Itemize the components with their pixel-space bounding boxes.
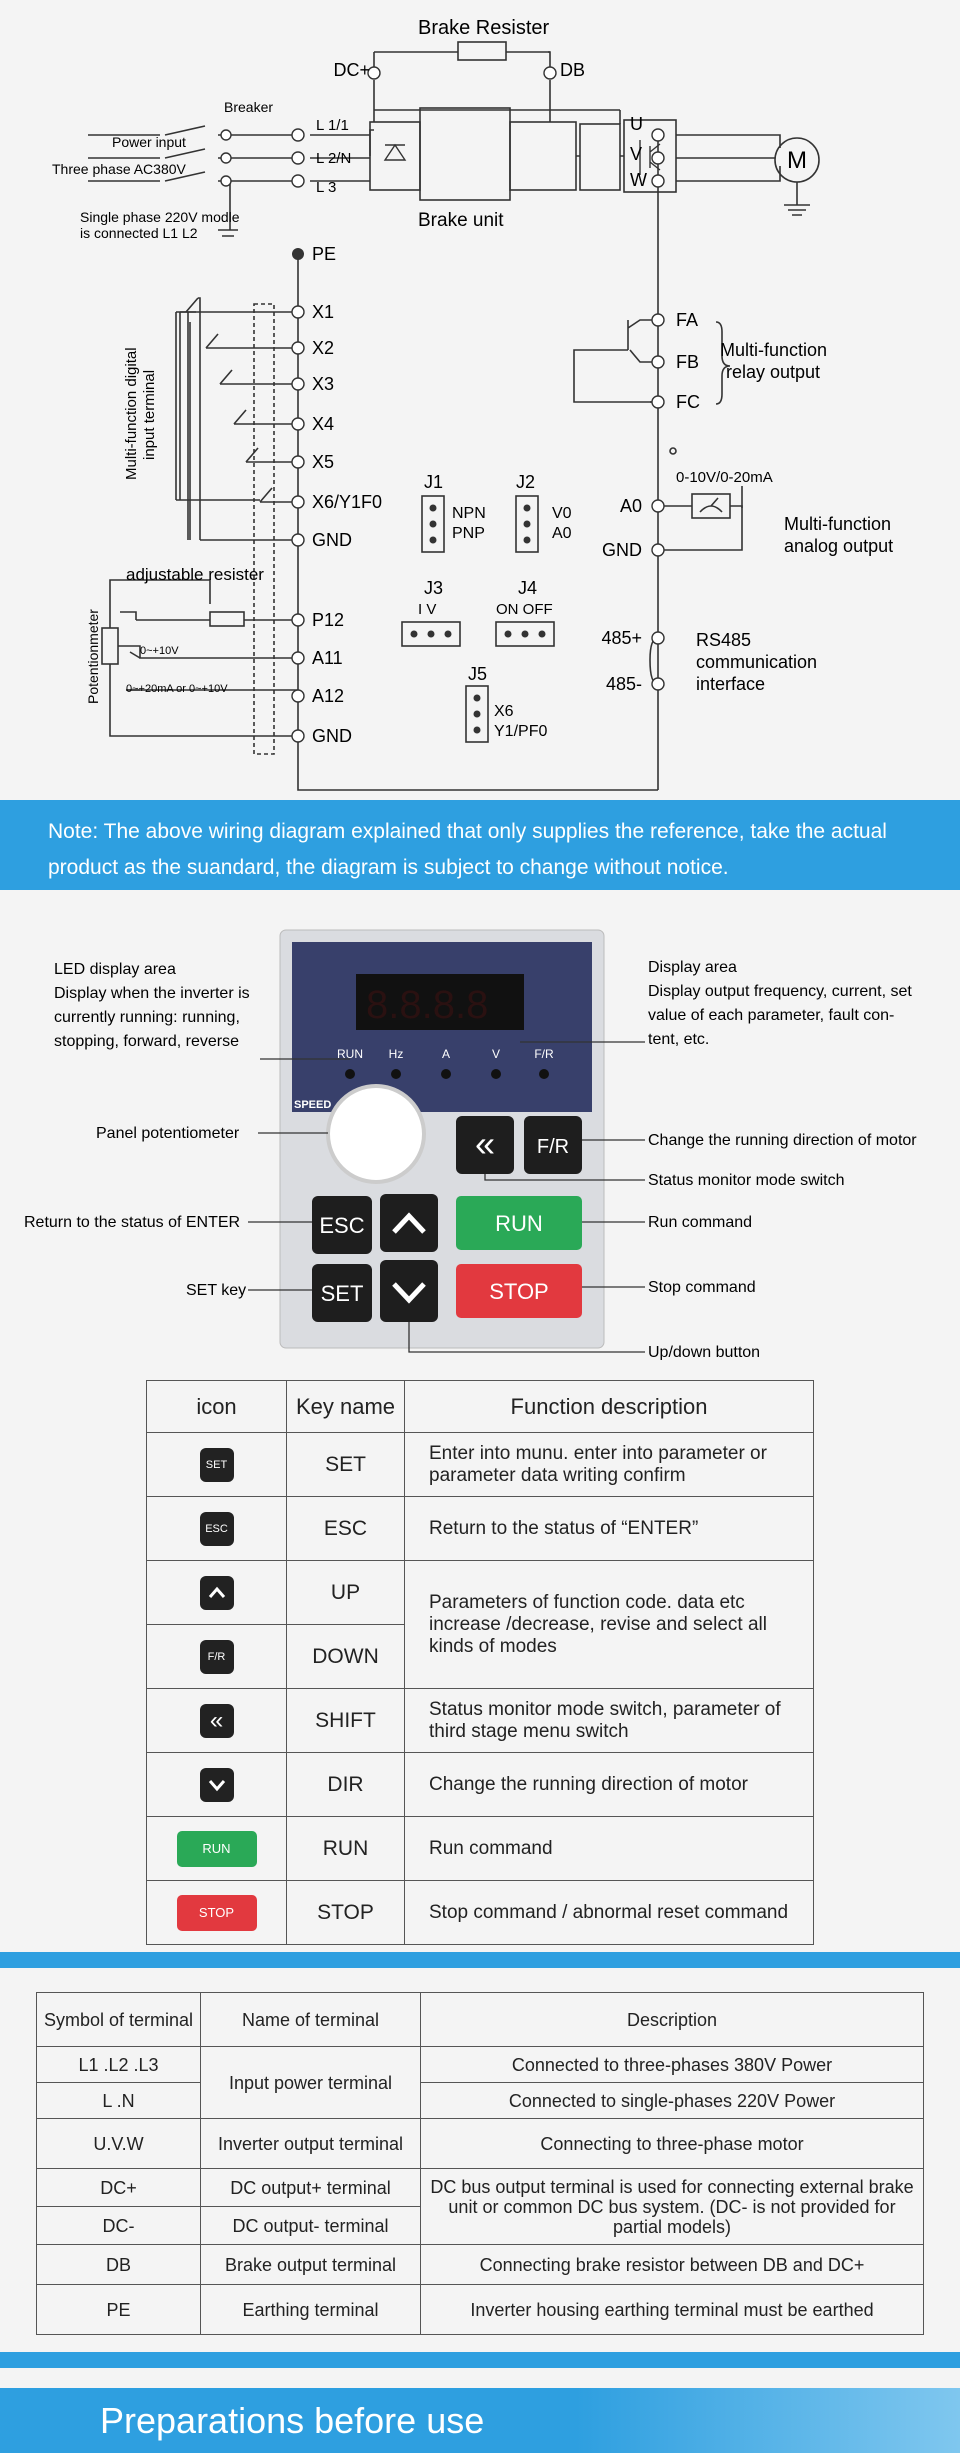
key-name: STOP [287,1881,405,1945]
terminal-table [36,1992,924,2335]
terminal-u: U [630,114,643,134]
svg-text:«: « [474,1123,496,1164]
esc-key-icon: ESC [200,1512,234,1546]
label-mfdi-2: input terminal [141,369,158,460]
label-display-desc-1: Display output frequency, current, set [648,983,912,1000]
terminal-v: V [630,144,643,164]
label-updown: Up/down button [648,1344,761,1360]
terminal-l2: L 2/N [316,150,352,167]
jumper-j2: J2 [516,472,536,492]
terminal-x4: X4 [312,414,335,434]
key-desc: Parameters of function code. data etc increase /decrease, revise and select all kinds of modes [405,1561,814,1689]
esc-key[interactable] [312,1196,372,1254]
table-header [147,1381,814,1433]
terminal-x5: X5 [312,452,335,472]
terminal-name: Brake output terminal [201,2245,421,2285]
svg-text:SET: SET [320,1281,364,1306]
table-row [147,1689,814,1753]
stop-key[interactable] [456,1264,582,1318]
terminal-485m: 485- [605,674,642,694]
terminal-p12: P12 [312,610,345,630]
label-led-desc-1: Display when the inverter is [54,985,250,1002]
label-three-phase: Three phase AC380V [52,161,186,177]
key-desc: Stop command / abnormal reset command [405,1881,814,1945]
table-row [37,2047,924,2083]
label-speed: SPEED [294,1099,332,1111]
label-rs485-1: RS485 [696,630,752,650]
terminal-fb: FB [676,352,700,372]
label-relay-2: relay output [726,362,821,382]
label-a0: A0 [552,525,572,542]
label-adj-res: adjustable resister [126,565,264,584]
set-key[interactable] [312,1264,372,1322]
stop-key-icon: STOP [177,1895,257,1931]
table-row [37,2285,924,2335]
label-brake-unit: Brake unit [418,210,504,231]
label-npn: NPN [452,505,486,522]
terminal-gnd: GND [312,530,352,550]
table-row [147,1817,814,1881]
terminal-fa: FA [676,310,699,330]
terminal-fc: FC [676,392,700,412]
terminal-a0: A0 [619,496,642,516]
label-relay-1: Multi-function [720,340,828,360]
label-stop: Stop command [648,1279,756,1296]
label-breaker: Breaker [224,99,274,115]
svg-text:STOP: STOP [489,1279,549,1304]
terminal-name: Input power terminal [201,2047,421,2119]
terminal-l3: L 3 [316,179,337,196]
terminal-symbol: DC- [37,2207,201,2245]
key-desc: Return to the status of “ENTER” [405,1497,814,1561]
terminal-symbol: PE [37,2285,201,2335]
header-description: Description [421,1993,924,2047]
wiring-diagram [0,0,960,800]
header-symbol: Symbol of terminal [37,1993,201,2047]
key-name: UP [287,1561,405,1625]
terminal-desc: Connecting brake resistor between DB and DC+ [421,2245,924,2285]
header-icon: icon [147,1381,287,1433]
label-analog-1: Multi-function [784,514,892,534]
terminal-x3: X3 [312,374,335,394]
terminal-gnd-3: GND [602,540,642,560]
label-pnp: PNP [452,525,485,542]
label-display-desc-3: tent, etc. [648,1031,710,1048]
key-desc: Change the running direction of motor [405,1753,814,1817]
terminal-symbol: DB [37,2245,201,2285]
down-arrow-icon [200,1768,234,1802]
key-name: SHIFT [287,1689,405,1753]
table-row [147,1881,814,1945]
label-potentiometer: Potentionmeter [85,609,101,704]
label-y1pf0: Y1/PF0 [494,723,548,740]
shift-key[interactable] [456,1116,514,1174]
label-range-ma: 0~+20mA or 0~+10V [126,683,228,695]
indicator-v: V [491,1047,501,1061]
label-analog-2: analog output [784,536,894,556]
header-key-name: Key name [287,1381,405,1433]
terminal-name: Earthing terminal [201,2285,421,2335]
label-power-input: Power input [112,134,186,150]
terminal-x6: X6/Y1F0 [312,492,383,512]
label-onoff: ON OFF [496,601,553,618]
label-potentiometer-panel: Panel potentiometer [96,1125,240,1142]
terminal-w: W [630,170,647,190]
terminal-x2: X2 [312,338,335,358]
table-row [147,1753,814,1817]
down-key[interactable] [380,1260,438,1322]
terminal-symbol: U.V.W [37,2119,201,2169]
keys-table [146,1380,814,1945]
label-esc: Return to the status of ENTER [24,1214,241,1231]
header-name: Name of terminal [201,1993,421,2047]
footer-banner [0,2388,960,2453]
table-row [37,2119,924,2169]
key-name: ESC [287,1497,405,1561]
jumper-j3: J3 [424,578,444,598]
terminal-x1: X1 [312,302,335,322]
label-display-desc-2: value of each parameter, fault con- [648,1007,895,1024]
label-v0: V0 [552,505,572,522]
label-run: Run command [648,1214,753,1231]
jumper-j1: J1 [424,472,444,492]
terminal-a12: A12 [312,686,345,706]
label-rs485-2: communication [696,652,818,672]
table-row [37,2083,924,2119]
icon-cell [147,1689,287,1753]
indicator-a: A [441,1047,451,1061]
label-status-switch: Status monitor mode switch [648,1172,845,1189]
key-desc: Enter into munu. enter into parameter or parameter data writing confirm [405,1433,814,1497]
label-single-phase-1: Single phase 220V modle [80,209,240,225]
key-name: SET [287,1433,405,1497]
divider-band-2 [0,2352,960,2368]
table-row [147,1561,814,1625]
svg-text:RUN: RUN [495,1211,543,1236]
terminal-desc: Connected to single-phases 220V Power [421,2083,924,2119]
terminal-desc: Inverter housing earthing terminal must be earthed [421,2285,924,2335]
table-row [37,2169,924,2207]
motor-symbol: M [787,147,807,174]
terminal-485p: 485+ [601,628,642,648]
run-key-icon: RUN [177,1831,257,1867]
terminal-a11: A11 [312,648,343,668]
label-db: DB [560,60,586,80]
jumper-j4: J4 [518,578,538,598]
jumper-j5: J5 [468,664,488,684]
terminal-name: Inverter output terminal [201,2119,421,2169]
label-brake-resister: Brake Resister [418,17,550,39]
key-desc: Run command [405,1817,814,1881]
icon-cell [147,1497,287,1561]
shift-icon: « [200,1704,234,1738]
terminal-l1: L 1/1 [316,117,349,134]
keypad-diagram [0,920,960,1360]
terminal-symbol: L .N [37,2083,201,2119]
label-display-title: Display area [648,959,737,976]
key-name: RUN [287,1817,405,1881]
key-desc: Status monitor mode switch, parameter of third stage menu switch [405,1689,814,1753]
key-name: DOWN [287,1625,405,1689]
label-led-title: LED display area [54,961,176,978]
indicator-fr: F/R [534,1047,554,1061]
label-led-desc-3: stopping, forward, reverse [54,1033,239,1050]
table-row [147,1433,814,1497]
fr-key[interactable] [524,1116,582,1174]
terminal-desc: Connected to three-phases 380V Power [421,2047,924,2083]
label-led-desc-2: currently running: running, [54,1009,240,1026]
footer-title: Preparations before use [100,2400,485,2441]
run-key[interactable] [456,1196,582,1250]
label-rs485-3: interface [696,674,766,694]
terminal-name: DC output- terminal [201,2207,421,2245]
icon-cell [147,1753,287,1817]
table-header [37,1993,924,2047]
label-dc-plus: DC+ [333,60,370,80]
header-function: Function description [405,1381,814,1433]
svg-text:F/R: F/R [536,1136,570,1158]
key-name: DIR [287,1753,405,1817]
terminal-desc: DC bus output terminal is used for connecting external brake unit or common DC bus system. (DC- is not provided for partial models) [421,2169,924,2245]
indicator-hz: Hz [388,1047,404,1061]
indicator-run: RUN [337,1047,363,1061]
terminal-pe: PE [312,244,337,264]
set-key-icon: SET [200,1448,234,1482]
note-banner: Note: The above wiring diagram explained that only supplies the reference, take the actual product as the suandard, the diagram is subject to change without notice. [0,800,960,890]
label-range-v: 0~+10V [140,645,179,657]
svg-text:ESC: ESC [319,1213,365,1238]
table-row [37,2245,924,2285]
table-row [147,1497,814,1561]
up-arrow-icon [200,1576,234,1610]
icon-cell [147,1817,287,1881]
label-dir: Change the running direction of motor [648,1132,917,1149]
up-key[interactable] [380,1194,438,1252]
icon-cell [147,1433,287,1497]
label-iv: I V [418,601,437,618]
terminal-name: DC output+ terminal [201,2169,421,2207]
terminal-symbol: L1 .L2 .L3 [37,2047,201,2083]
label-ao-range: 0-10V/0-20mA [676,469,773,486]
potentiometer-knob[interactable] [328,1086,424,1182]
label-single-phase-2: is connected L1 L2 [80,225,198,241]
label-set: SET key [186,1282,247,1299]
terminal-desc: Connecting to three-phase motor [421,2119,924,2169]
fr-key-icon: F/R [200,1640,234,1674]
icon-cell [147,1881,287,1945]
icon-cell [147,1625,287,1689]
label-x6: X6 [494,703,514,720]
svg-text:8.8.8.8: 8.8.8.8 [366,983,489,1027]
terminal-gnd-2: GND [312,726,352,746]
icon-cell [147,1561,287,1625]
terminal-symbol: DC+ [37,2169,201,2207]
divider-band [0,1952,960,1968]
label-mfdi-1: Multi-function digital [123,347,140,480]
